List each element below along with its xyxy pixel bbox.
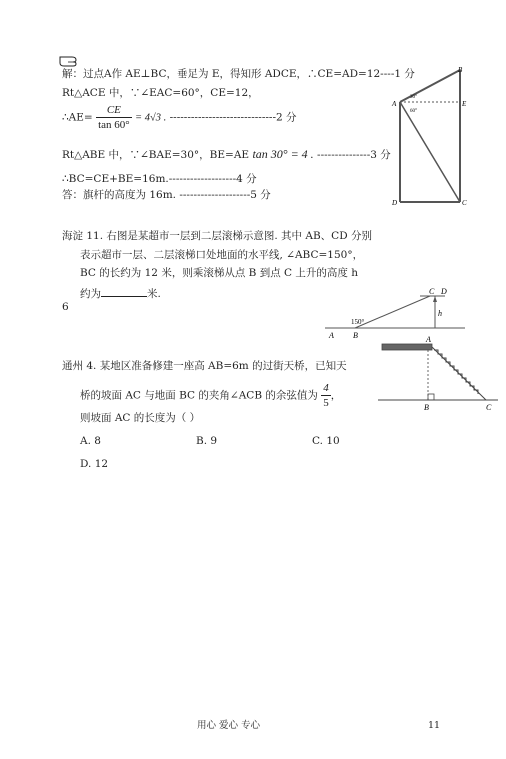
fig3-label-c: C: [486, 403, 492, 412]
fig2-label-d: D: [441, 287, 447, 296]
tongzhou-line-1: 通州 4. 某地区准备修建一座高 AB=6m 的过街天桥，已知天: [62, 360, 347, 372]
haidian-line-1: 海淀 11. 右图是某超市一层到二层滚梯示意图. 其中 AB、CD 分别: [62, 230, 372, 242]
fig1-label-d: D: [392, 199, 398, 207]
option-a: A. 8: [80, 435, 101, 447]
fig1-angle-60: 60°: [410, 109, 417, 114]
haidian-line-4: 约为 米.: [80, 285, 161, 301]
option-c: C. 10: [312, 435, 340, 447]
fig1-angle-30: 30°: [410, 95, 417, 100]
overpass-figure: [378, 336, 503, 416]
solution-line-2: Rt△ACE 中，∵∠EAC=60°，CE=12，: [62, 87, 259, 99]
solution-line-3: [62, 103, 297, 132]
cos-fraction: $\frac{4}{5}$: [323, 382, 329, 409]
page-number: 11: [428, 720, 441, 731]
haidian-line-2: 表示超市一层、二层滚梯口处地面的水平线, ∠ABC=150°，: [80, 249, 364, 261]
fig3-label-a: A: [426, 335, 431, 344]
haidian-answer: 6: [62, 301, 69, 313]
ce-over-tan60-fraction: $\frac{CE}{\tan 60^\circ}$: [98, 104, 130, 131]
solution-answer: 答：旗杆的高度为 16m. --------------------5 分: [62, 189, 271, 201]
fig2-label-c: C: [429, 287, 435, 296]
fig1-label-a: A: [392, 100, 397, 108]
fig1-label-b: B: [458, 66, 463, 74]
fig1-label-c: C: [462, 199, 467, 207]
tongzhou-line-2: 桥的坡面 AC 与地面 BC 的夹角∠ACB 的余弦值为 $\frac{4}{5}$ ，: [80, 382, 342, 409]
flagpole-figure: [392, 62, 502, 212]
ae-result: = 4√3 .: [135, 112, 167, 124]
score-2: ------------------------------2 分: [169, 111, 297, 124]
haidian-line-3: BC 的长约为 12 米，则乘滚梯从点 B 到点 C 上升的高度 h: [80, 267, 359, 279]
solution-ae-label: ∴AE=: [62, 111, 93, 124]
footer-motto: 用心 爱心 专心: [197, 720, 261, 731]
solution-line-4: Rt△ABE 中，∵∠BAE=30°，BE=AE tan 30° = 4 . ---------------3 分: [62, 147, 391, 161]
escalator-figure: [325, 288, 475, 343]
fig3-label-b: B: [424, 403, 429, 412]
tongzhou-line-3: 则坡面 AC 的长度为（ ）: [80, 412, 201, 424]
answer-blank: [101, 285, 147, 297]
solution-line-5: ∴BC=CE+BE=16m.-------------------4 分: [62, 173, 257, 185]
fig1-label-e: E: [462, 100, 467, 108]
fig2-label-b: B: [353, 331, 358, 340]
fig2-angle-150: 150°: [351, 318, 365, 326]
fig2-label-a: A: [329, 331, 334, 340]
be-expression: tan 30° = 4 .: [252, 147, 314, 161]
option-d: D. 12: [80, 458, 109, 470]
option-b: B. 9: [196, 435, 218, 447]
fig2-label-h: h: [438, 309, 442, 318]
solution-line-1: 解：过点A作 AE⊥BC，垂足为 E，得知形 ADCE，∴CE=AD=12----1 分: [62, 68, 415, 80]
